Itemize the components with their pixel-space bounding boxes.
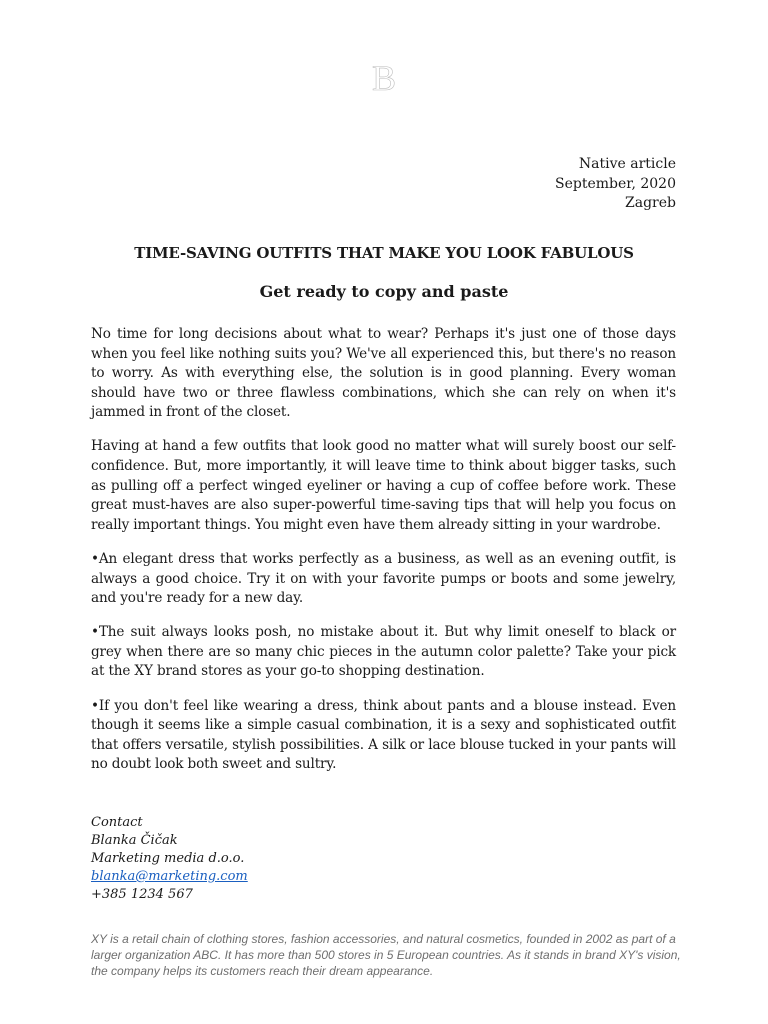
article-meta	[555, 155, 676, 214]
contact-name: Blanka Čičak	[91, 833, 178, 848]
article-body	[91, 325, 676, 789]
bullet-paragraph: •The suit always looks posh, no mistake about it. But why limit oneself to black or grey when there are so many chic pieces in the autumn color palette? Take your pick at the XY brand stores as your go-to shopping destination.	[91, 624, 676, 680]
bullet-paragraph: •An elegant dress that works perfectly as a business, as well as an evening outfit, is always a good choice. Try it on with your favorite pumps or boots and some jewelry, and you're ready for a new day.	[91, 550, 676, 607]
contact-phone: +385 1234 567	[91, 887, 193, 902]
paragraph: No time for long decisions about what to wear? Perhaps it's just one of those days when you feel like nothing suits you? We've all experienced this, but there's no reason to worry. As with everything else, the solution is in good planning. Every woman should have two or three flawless combinations, which she can rely on when it's jammed in front of the closet.	[91, 326, 676, 421]
page-title: TIME-SAVING OUTFITS THAT MAKE YOU LOOK FABULOUS	[134, 244, 634, 262]
article-place: Zagreb	[625, 195, 676, 212]
company-boilerplate: XY is a retail chain of clothing stores, fashion accessories, and natural cosmetics, founded in 2002 as part of a larger organization ABC. It has more than 500 stores in 5 European countries. As it stands in brand XY's vision, the company helps its customers reach their dream appearance.	[91, 932, 681, 978]
article-type: Native article	[578, 156, 676, 172]
brand-logo: B	[371, 58, 396, 98]
paragraph: Having at hand a few outfits that look good no matter what will surely boost our self-confidence. But, more importantly, it will leave time to think about bigger tasks, such as pulling off a perfect winged eyeliner or having a cup of coffee before work. These great must-haves are also super-powerful time-saving tips that will help you focus on really important things. You might even have them already sitting in your wardrobe.	[91, 438, 676, 533]
page-subtitle: Get ready to copy and paste	[259, 282, 509, 301]
article-date: September, 2020	[555, 175, 676, 192]
contact-heading: Contact	[91, 815, 143, 830]
bullet-paragraph: •If you don't feel like wearing a dress, think about pants and a blouse instead. Even though it seems like a simple casual combination, it is a sexy and sophisticated outfit that offers versatile, stylish possibilities. A silk or lace blouse tucked in your pants will no doubt look both sweet and sultry.	[91, 697, 676, 773]
contact-company: Marketing media d.o.o.	[91, 851, 245, 866]
contact-block	[91, 814, 248, 904]
contact-email-link[interactable]: blanka@marketing.com	[91, 869, 248, 884]
